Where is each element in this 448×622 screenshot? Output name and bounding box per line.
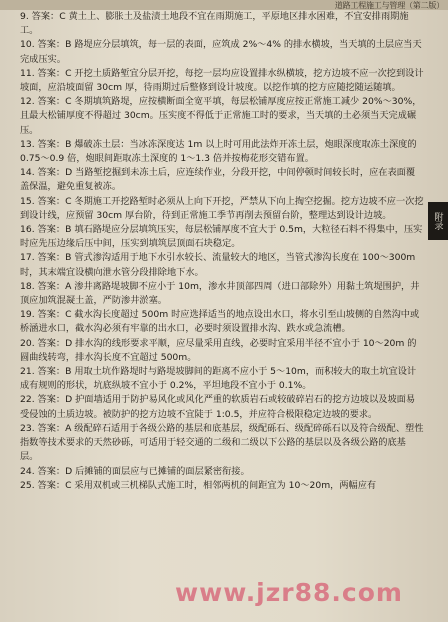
answer-paragraph-14: 14. 答案：D 当路堑挖掘到未冻土后，应连续作业，分段开挖，中间停顿时间较长时，应在表面覆盖保温，避免重复被冻。 (20, 167, 416, 193)
answer-paragraph-15: 15. 答案：C 冬期施工开挖路堑时必须从上向下开挖，严禁从下向上掏空挖掘。挖方边坡不应一次挖到设计线，应预留 30cm 厚台阶，待到正常施工季节再削去预留台阶，整理达到设计边坡。 (20, 195, 424, 221)
answer-paragraph-17: 17. 答案：B 管式渗沟适用于地下水引水较长、流量较大的地区，当管式渗沟长度在 100～300m 时，其末端宜设横向泄水管分段排除地下水。 (20, 252, 416, 278)
site-watermark: www.jzr88.com (175, 578, 403, 607)
answer-paragraph-9: 9. 答案：C 黄土上、膨胀土及盐渍土地段不宜在雨期施工，平原地区排水困难，不宜安排雨期施工。 (20, 11, 409, 37)
answer-paragraph-20: 20. 答案：D 排水沟的线形要求平顺，应尽量采用直线，必要时宜采用半径不宜小于 10～20m 的圆曲线转弯，排水沟长度不宜超过 500m。 (20, 337, 417, 363)
running-header (0, 0, 448, 10)
answer-list (4, 10, 424, 493)
answer-paragraph-19: 19. 答案：C 截水沟长度超过 500m 时应选择适当的地点设出水口，将水引至山坡侧的自然沟中或桥涵进水口，截水沟必须有牢靠的出水口，必要时须设置排水沟、跌水或急流槽。 (20, 309, 420, 335)
header-title: 道路工程施工与管理（第二版） (334, 1, 444, 10)
answer-paragraph-11: 11. 答案：C 开挖土质路堑宜分层开挖，每挖一层均应设置排水纵横坡，挖方边坡不应一次挖到设计坡面，应沿坡面留 30cm 厚，待雨期过后整修到设计坡度。以挖作填的挖方应随挖随运随填。 (20, 67, 424, 94)
answer-paragraph-12: 12. 答案：C 冬期填筑路堤，应按横断面全宽平填，每层松铺厚度应按正常施工减少 20%～30%，且最大松铺厚度不得超过 30cm。压实度不得低于正常施工时的要求，当天填的土必须当天完成碾压。 (20, 96, 422, 136)
answer-paragraph-16: 16. 答案：B 填石路堤应分层填筑压实，每层松铺厚度不宜大于 0.5m，大粒径石料不得集中，压实时应先压边缘后压中间，压实到填筑层顶面石块稳定。 (20, 224, 423, 250)
answer-paragraph-21: 21. 答案：B 用取土坑作路堤时与路堤坡脚间的距离不应小于 5～10m，而积较大的取土坑宜设计成有规则的形状，坑底纵坡不宜小于 0.2%，平坦地段不宜小于 0.1%。 (20, 366, 417, 392)
answer-paragraph-22: 22. 答案：D 护面墙适用于防护易风化或风化严重的软质岩石或较破碎岩石的挖方边坡以及坡面易受侵蚀的土质边坡。被防护的挖方边坡不宜陡于 1:0.5，并应符合极限稳定边坡的要求。 (20, 394, 416, 420)
answer-paragraph-23: 23. 答案：A 级配碎石适用于各级公路的基层和底基层，级配砾石、级配碎砾石以及符合级配、塑性指数等技术要求的天然砂砾，可适用于轻交通的二级和二级以下公路的基层以及各级公路的底基层。 (20, 422, 424, 463)
answer-paragraph-18: 18. 答案：A 渗井离路堤坡脚不应小于 10m，渗水井顶部四周（进口部除外）用黏土筑堤围护，井顶应加筑混凝土盖，严防渗井淤塞。 (20, 280, 420, 307)
answer-paragraph-10: 10. 答案：B 路堤应分层填筑，每一层的表面，应筑成 2%～4% 的排水横坡，当天填的土层应当天完成压实。 (20, 39, 422, 65)
answer-paragraph-24: 24. 答案：D 后摊铺的面层应与已摊铺的面层紧密衔接。 (20, 465, 250, 477)
answer-paragraph-13: 13. 答案：B 爆破冻土层：当冰冻深度达 1m 以上时可用此法炸开冻土层，炮眼深度取冻土深度的 0.75～0.9 倍，炮眼间距取冻土深度的 1～1.3 倍并按梅花形交错布置。 (20, 138, 417, 165)
chapter-side-tab: 附录 (428, 202, 448, 240)
answer-paragraph-25: 25. 答案：C 采用双机或三机梯队式施工时，相邻两机的间距宜为 10～20m，两幅应有 (20, 479, 377, 491)
